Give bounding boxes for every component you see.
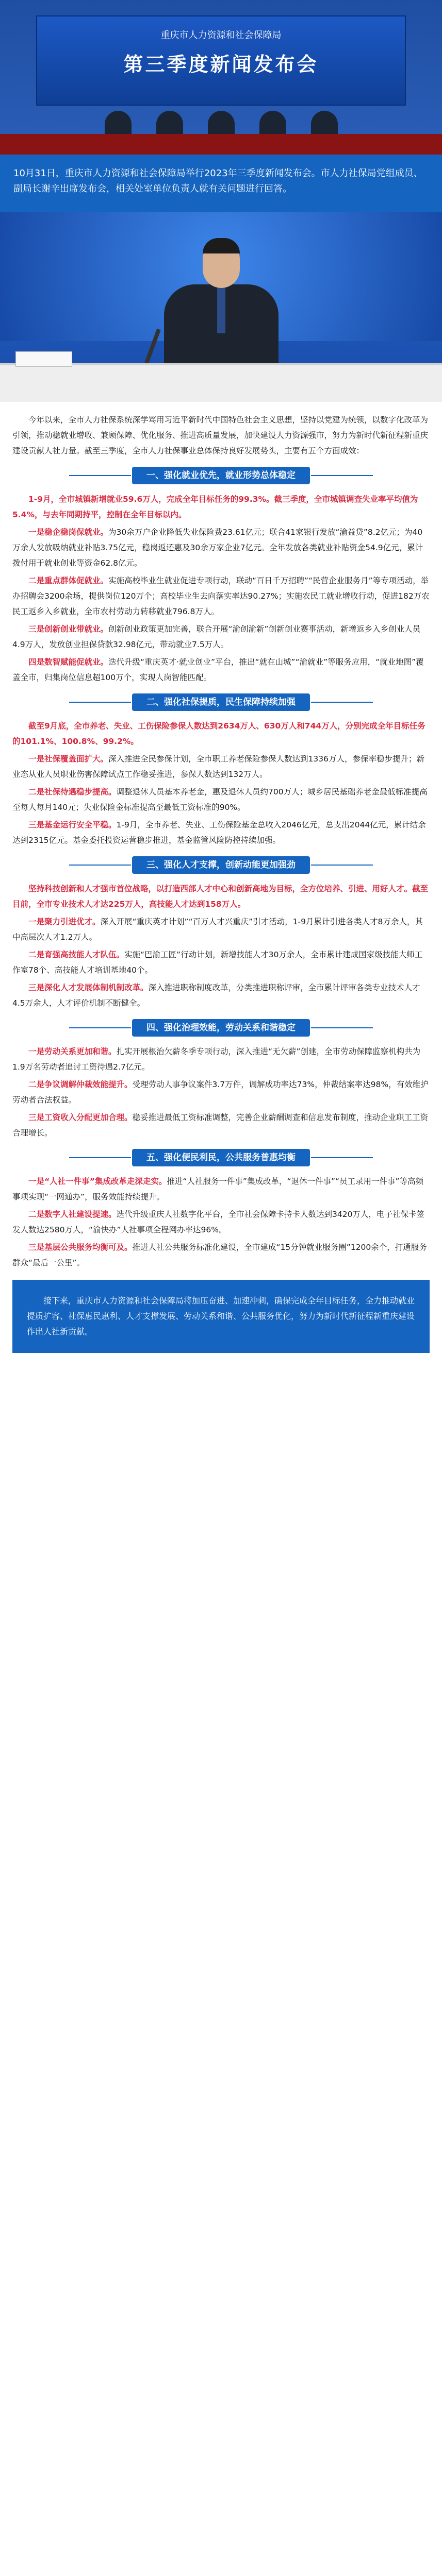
- subheading: 二是数字人社建设提速。: [28, 1210, 117, 1219]
- section-paragraph: [12, 751, 430, 782]
- highlight-text: 截至9月底，全市养老、失业、工伤保险参保人数达到2634万人、630万人和744万人，分别完成全年目标任务的101.1%、100.8%、99.2%。: [12, 721, 425, 746]
- section-paragraph: [12, 654, 430, 685]
- intro-paragraph: 今年以来，全市人力社保系统深学笃用习近平新时代中国特色社会主义思想，坚持以党建为统领，以数字化改革为引领，推动稳就业增收、兼顾保障、优化服务、推进高质量发展，加快建设人力资源强市，努力为新时代新征程新重庆建设贡献人社力量。截至三季度，全市人力社保事业总体保持良好发展势头，主要有五个方面成效：: [12, 415, 429, 455]
- speaker-portrait-photo: [0, 212, 442, 402]
- subheading: 一是社保覆盖面扩大。: [28, 754, 109, 764]
- body-text: 推进“人社服务一件事”集成改革，“退休一件事”“员工录用一件事”等高频事项实现“一网通办”，服务效能持续提升。: [12, 1177, 424, 1201]
- body-text: 迭代升级重庆人社数字化平台，全市社会保障卡持卡人数达到3420万人，电子社保卡签发人数达2580万人，“渝快办”人社事项全程网办率达96%。: [12, 1210, 424, 1234]
- body-text: 为30余万户企业降低失业保险费23.61亿元；联合41家银行发放“渝益贷”8.2亿元；为40万余人发放吸纳就业补贴3.75亿元，稳岗返还惠及30余万家企业7亿元。全年发放各类就业补贴资金54.9亿元，累计拨付用于就业创业等资金62.8亿元。: [12, 528, 423, 568]
- section-paragraph: [12, 980, 430, 1011]
- subheading: 二是育强高技能人才队伍。: [28, 950, 125, 959]
- section-banner-wrap: [12, 1019, 430, 1037]
- closing-box: [12, 1280, 430, 1353]
- stage-desk: [0, 134, 442, 155]
- subheading: 三是深化人才发展体制机制改革。: [28, 983, 149, 992]
- section-paragraph: [12, 817, 430, 848]
- subheading: 二是社保待遇稳步提高。: [28, 787, 117, 796]
- section-banner: 四、强化治理效能，劳动关系和谐稳定: [132, 1019, 310, 1037]
- section-paragraph: [12, 1044, 430, 1075]
- body-text: 深入开展“重庆英才计划”“百万人才兴重庆”引才活动，1-9月累计引进各类人才8万余人，其中高层次人才1.2万人。: [12, 917, 423, 942]
- highlight-text: 坚持科技创新和人才强市首位战略，以打造西部人才中心和创新高地为目标，全方位培养、引进、用好人才。截至目前，全市专业技术人才达225万人，高技能人才达到158万人。: [12, 884, 429, 909]
- body-text: 推进人社公共服务标准化建设，全市建成“15分钟就业服务圈”1200余个，打通服务群众“最后一公里”。: [12, 1243, 427, 1267]
- subheading: 三是基层公共服务均衡可及。: [28, 1243, 133, 1252]
- stage-screen-org: 重庆市人力资源和社会保障局: [160, 30, 282, 41]
- section-paragraph: [12, 1110, 430, 1141]
- photo-caption: 10月31日，重庆市人力资源和社会保障局举行2023年三季度新闻发布会。市人力社保局党组成员、副局长谢辛出席发布会，相关处室单位负责人就有关问题进行回答。: [0, 155, 442, 212]
- section-banner-wrap: [12, 467, 430, 484]
- stage-screen: [36, 15, 406, 106]
- section-banner: 二、强化社保提质，民生保障持续加强: [132, 693, 310, 711]
- section-paragraph: [12, 1174, 430, 1205]
- section-banner-wrap: [12, 1149, 430, 1166]
- subheading: 三是工资收入分配更加合理。: [28, 1113, 133, 1122]
- section-paragraph: [12, 1077, 430, 1108]
- name-card: [15, 351, 72, 367]
- section-paragraph: [12, 492, 430, 522]
- section-paragraph: [12, 914, 430, 945]
- section-paragraph: [12, 524, 430, 571]
- body-text: 1-9月，全市养老、失业、工伤保险基金总收入2046亿元，总支出2044亿元，累计结余达到2315亿元。基金委托投资运营稳步推进，基金监管风险防控持续加强。: [12, 820, 426, 845]
- body-text: 稳妥推进最低工资标准调整，完善企业薪酬调查和信息发布制度，推动企业职工工资合理增长。: [12, 1113, 429, 1138]
- section-banner: 一、强化就业优先，就业形势总体稳定: [132, 467, 310, 484]
- section-paragraph: [12, 1240, 430, 1270]
- section-paragraph: [12, 1207, 430, 1238]
- section-paragraph: [12, 881, 430, 912]
- subheading: 二是重点群体促就业。: [28, 576, 109, 585]
- body-text: 实施高校毕业生就业促进专项行动，联动“百日千万招聘”“民营企业服务月”等专项活动，举办招聘会3200余场，提供岗位120万个；高校毕业生去向落实率达90.27%；实施农民工就业增收行动，促进182万农民工返乡入乡就业，全市农村劳动力转移就业796.8万人。: [12, 576, 430, 616]
- body-text: 迭代升级“重庆英才·就业创业”平台，推出“就在山城”“渝就业”等服务应用，“就业地图”覆盖全市，归集岗位信息超100万个，实现人岗智能匹配。: [12, 657, 424, 682]
- subheading: 二是争议调解仲裁效能提升。: [28, 1080, 133, 1089]
- stage-screen-title: 第三季度新闻发布会: [123, 53, 319, 76]
- closing-paragraph: 接下来，重庆市人力资源和社会保障局将加压奋进、加速冲刺，确保完成全年目标任务，全力推动就业提质扩容、社保惠民惠利、人才支撑发展、劳动关系和谐、公共服务优化，努力为新时代新征程新重庆建设作出人社新贡献。: [27, 1296, 415, 1336]
- article-body: [0, 402, 442, 1353]
- section-paragraph: [12, 621, 430, 652]
- body-text: 深入推进职称制度改革，分类推进职称评审，全市累计评审各类专业技术人才4.5万余人，人才评价机制不断健全。: [12, 983, 420, 1008]
- section-banner: 五、强化便民利民，公共服务普惠均衡: [132, 1149, 310, 1166]
- section-banner: 三、强化人才支撑，创新动能更加强劲: [132, 856, 310, 874]
- section-paragraph: [12, 718, 430, 749]
- section-paragraph: [12, 947, 430, 978]
- subheading: 一是劳动关系更加和谐。: [28, 1047, 117, 1056]
- sections-container: [12, 467, 430, 1270]
- subheading: 一是聚力引进优才。: [28, 917, 101, 926]
- subheading: 四是数智赋能促就业。: [28, 657, 109, 667]
- body-text: 扎实开展根治欠薪冬季专项行动，深入推进“无欠薪”创建，全市劳动保障监察机构共为1.9万名劳动者追讨工资待遇2.7亿元。: [12, 1047, 421, 1072]
- subheading: 一是稳企稳岗保就业。: [28, 528, 109, 537]
- body-text: 创新创业政策更加完善，联合开展“渝创渝新”创新创业赛事活动，新增返乡入乡创业人员4.9万人，发放创业担保贷款32.98亿元，带动就业7.5万人。: [12, 624, 421, 649]
- section-banner-wrap: [12, 856, 430, 874]
- body-text: 深入推进全民参保计划，全市职工养老保险参保人数达到1336万人，参保率稳步提升；新业态从业人员职业伤害保障试点工作稳妥推进，参保人数达到132万人。: [12, 754, 424, 779]
- subheading: 三是基金运行安全平稳。: [28, 820, 117, 829]
- section-banner-wrap: [12, 693, 430, 711]
- body-text: 受理劳动人事争议案件3.7万件，调解成功率达73%，仲裁结案率达98%，有效维护劳动者合法权益。: [12, 1080, 429, 1105]
- section-paragraph: [12, 573, 430, 619]
- section-paragraph: [12, 784, 430, 815]
- body-text: 调整退休人员基本养老金，惠及退休人员约700万人；城乡居民基础养老金最低标准提高至每人每月140元；失业保险金标准提高至最低工资标准的90%。: [12, 787, 428, 812]
- body-text: 实施“巴渝工匠”行动计划，新增技能人才30万余人，全市累计建成国家级技能大师工作室78个、高技能人才培训基地40个。: [12, 950, 423, 975]
- highlight-text: 1-9月，全市城镇新增就业59.6万人，完成全年目标任务的99.3%。截三季度，全市城镇调查失业率平均值为5.4%，与去年同期持平，控制在全年目标以内。: [12, 495, 418, 519]
- subheading: 三是创新创业带就业。: [28, 624, 109, 634]
- press-conference-photo: [0, 0, 442, 155]
- subheading: 一是“人社一件事”集成改革走深走实。: [28, 1177, 167, 1186]
